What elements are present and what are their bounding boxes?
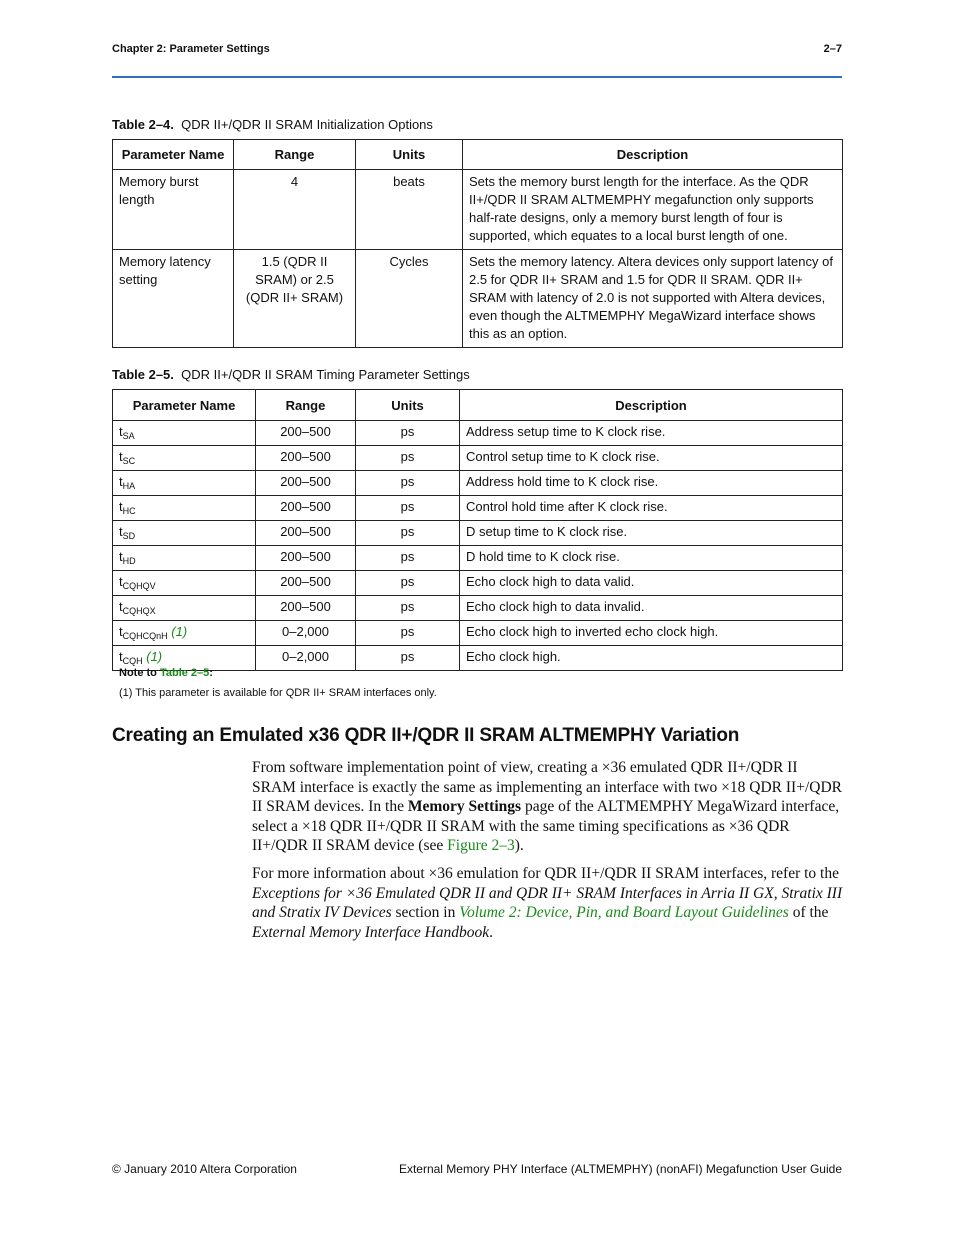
note-prefix: Note to bbox=[119, 667, 160, 679]
param-units: ps bbox=[356, 521, 460, 546]
param-name: Memory burst length bbox=[113, 170, 234, 250]
table-row bbox=[113, 621, 843, 646]
param-symbol: t bbox=[119, 574, 123, 589]
table-row bbox=[113, 571, 843, 596]
param-description: Address hold time to K clock rise. bbox=[460, 471, 843, 496]
note-reference-link[interactable]: (1) bbox=[146, 649, 163, 664]
param-range: 0–2,000 bbox=[256, 646, 356, 671]
param-range: 200–500 bbox=[256, 421, 356, 446]
param-units: ps bbox=[356, 471, 460, 496]
p1-bold: Memory Settings bbox=[407, 798, 522, 815]
param-units: ps bbox=[356, 546, 460, 571]
table-2-5-caption bbox=[112, 367, 470, 382]
page-number: 2–7 bbox=[823, 43, 842, 55]
param-name: Memory latency setting bbox=[113, 250, 234, 348]
param-symbol: t bbox=[119, 449, 123, 464]
param-symbol: t bbox=[119, 524, 123, 539]
param-range: 200–500 bbox=[256, 471, 356, 496]
p2-text-d: . bbox=[489, 923, 494, 941]
table-header-row bbox=[113, 390, 843, 421]
param-range: 200–500 bbox=[256, 446, 356, 471]
table-2-4-title: QDR II+/QDR II SRAM Initialization Options bbox=[181, 117, 433, 132]
param-symbol: t bbox=[119, 424, 123, 439]
param-name bbox=[113, 621, 256, 646]
param-description: D hold time to K clock rise. bbox=[460, 546, 843, 571]
param-name bbox=[113, 421, 256, 446]
table-header-row bbox=[113, 140, 843, 170]
note-suffix: : bbox=[209, 667, 213, 679]
param-symbol: t bbox=[119, 649, 123, 664]
param-units: ps bbox=[356, 596, 460, 621]
p2-italic-title: Exceptions for ×36 Emulated QDR II and QDR II+ SRAM Interfaces in Arria II GX, Stratix III and Stratix IV Devices bbox=[252, 884, 843, 921]
param-range: 200–500 bbox=[256, 571, 356, 596]
param-range: 1.5 (QDR II SRAM) or 2.5 (QDR II+ SRAM) bbox=[234, 250, 356, 348]
param-subscript: HD bbox=[122, 556, 136, 566]
chapter-title: Chapter 2: Parameter Settings bbox=[112, 43, 270, 55]
running-header bbox=[112, 43, 842, 55]
table-2-4-label: Table 2–4. bbox=[112, 117, 174, 132]
param-subscript: HA bbox=[122, 481, 136, 491]
col-header: Range bbox=[234, 140, 356, 170]
paragraph-1 bbox=[252, 758, 844, 856]
table-row bbox=[113, 250, 843, 348]
param-name bbox=[113, 571, 256, 596]
table-row bbox=[113, 421, 843, 446]
table-row bbox=[113, 170, 843, 250]
param-range: 200–500 bbox=[256, 521, 356, 546]
param-description: Echo clock high to inverted echo clock high. bbox=[460, 621, 843, 646]
table-2-5-body bbox=[113, 421, 843, 671]
table-row bbox=[113, 521, 843, 546]
volume-2-link[interactable]: Volume 2: Device, Pin, and Board Layout Guidelines bbox=[459, 904, 789, 921]
param-symbol: t bbox=[119, 474, 123, 489]
param-subscript: CQHQX bbox=[122, 606, 156, 616]
param-symbol: t bbox=[119, 499, 123, 514]
param-subscript: CQHQV bbox=[122, 581, 156, 591]
table-2-5 bbox=[112, 389, 843, 671]
param-description: Sets the memory latency. Altera devices only support latency of 2.5 for QDR II+ SRAM and 1.5 for QDR II SRAM. QDR II+ SRAM with latency of 2.0 is not supported with Altera devices, even though the ALTMEMPHY MegaWizard interface shows this as an option. bbox=[463, 250, 843, 348]
param-units: Cycles bbox=[356, 250, 463, 348]
param-range: 200–500 bbox=[256, 546, 356, 571]
table-row bbox=[113, 646, 843, 671]
param-name bbox=[113, 546, 256, 571]
param-units: ps bbox=[356, 646, 460, 671]
table-row bbox=[113, 496, 843, 521]
param-description: Echo clock high to data valid. bbox=[460, 571, 843, 596]
param-units: ps bbox=[356, 496, 460, 521]
param-name bbox=[113, 496, 256, 521]
param-units: ps bbox=[356, 446, 460, 471]
param-subscript: HC bbox=[122, 506, 136, 516]
param-range: 0–2,000 bbox=[256, 621, 356, 646]
param-units: beats bbox=[356, 170, 463, 250]
paragraph-2 bbox=[252, 864, 844, 942]
table-2-5-label: Table 2–5. bbox=[112, 367, 174, 382]
table-2-5-title: QDR II+/QDR II SRAM Timing Parameter Settings bbox=[181, 367, 470, 382]
param-symbol: t bbox=[119, 599, 123, 614]
table-note-title bbox=[119, 667, 213, 679]
param-range: 200–500 bbox=[256, 596, 356, 621]
param-description: Echo clock high to data invalid. bbox=[460, 596, 843, 621]
table-row bbox=[113, 546, 843, 571]
param-units: ps bbox=[356, 621, 460, 646]
p1-text-c: ). bbox=[514, 837, 524, 854]
param-name bbox=[113, 521, 256, 546]
param-subscript: SC bbox=[122, 456, 136, 466]
p2-text-c: of the bbox=[788, 904, 829, 921]
header-rule bbox=[112, 76, 842, 78]
p2-italic-handbook: External Memory Interface Handbook bbox=[252, 923, 490, 941]
param-description: Address setup time to K clock rise. bbox=[460, 421, 843, 446]
p2-text-b: section in bbox=[391, 904, 460, 921]
footer-left: © January 2010 Altera Corporation bbox=[112, 1162, 297, 1176]
table-2-4 bbox=[112, 139, 843, 348]
param-description: Echo clock high. bbox=[460, 646, 843, 671]
note-reference-link[interactable]: (1) bbox=[171, 624, 188, 639]
param-description: Sets the memory burst length for the interface. As the QDR II+/QDR II SRAM ALTMEMPHY megafunction only supports half-rate designs, only a memory burst length of four is supported, which equates to a local burst length of one. bbox=[463, 170, 843, 250]
table-row bbox=[113, 471, 843, 496]
param-range: 200–500 bbox=[256, 496, 356, 521]
param-subscript: CQH bbox=[122, 656, 143, 666]
col-header: Units bbox=[356, 140, 463, 170]
p1-text-a: From software implementation point of view, creating a ×36 emulated QDR II+/QDR II SRAM interface is exactly the same as implementing an interface with two ×18 QDR II+/QDR II SRAM devices. In the bbox=[252, 759, 842, 815]
figure-2-3-link[interactable]: Figure 2–3 bbox=[447, 837, 515, 854]
col-header: Parameter Name bbox=[113, 140, 234, 170]
param-subscript: SA bbox=[122, 431, 135, 441]
p2-text-a: For more information about ×36 emulation for QDR II+/QDR II SRAM interfaces, refer to the bbox=[252, 865, 839, 882]
param-symbol: t bbox=[119, 624, 123, 639]
table-2-5-link[interactable]: Table 2–5 bbox=[159, 667, 210, 679]
col-header: Units bbox=[356, 390, 460, 421]
col-header: Description bbox=[460, 390, 843, 421]
param-name bbox=[113, 596, 256, 621]
param-description: D setup time to K clock rise. bbox=[460, 521, 843, 546]
param-subscript: SD bbox=[122, 531, 136, 541]
table-2-4-caption bbox=[112, 117, 433, 132]
p1-text-b: page of the ALTMEMPHY MegaWizard interface, select a ×18 QDR II+/QDR II SRAM with the same timing specifications as ×36 QDR II+/QDR II SRAM device (see bbox=[252, 798, 840, 854]
param-units: ps bbox=[356, 421, 460, 446]
table-row bbox=[113, 596, 843, 621]
col-header: Description bbox=[463, 140, 843, 170]
col-header: Range bbox=[256, 390, 356, 421]
param-name bbox=[113, 446, 256, 471]
param-description: Control setup time to K clock rise. bbox=[460, 446, 843, 471]
footer-right: External Memory PHY Interface (ALTMEMPHY) (nonAFI) Megafunction User Guide bbox=[398, 1162, 842, 1176]
section-heading: Creating an Emulated x36 QDR II+/QDR II SRAM ALTMEMPHY Variation bbox=[112, 725, 740, 746]
col-header: Parameter Name bbox=[113, 390, 256, 421]
param-description: Control hold time after K clock rise. bbox=[460, 496, 843, 521]
param-subscript: CQHCQnH bbox=[122, 631, 168, 641]
param-units: ps bbox=[356, 571, 460, 596]
table-row bbox=[113, 446, 843, 471]
param-symbol: t bbox=[119, 549, 123, 564]
table-note-1: (1) This parameter is available for QDR II+ SRAM interfaces only. bbox=[119, 687, 437, 699]
param-range: 4 bbox=[234, 170, 356, 250]
param-name bbox=[113, 471, 256, 496]
